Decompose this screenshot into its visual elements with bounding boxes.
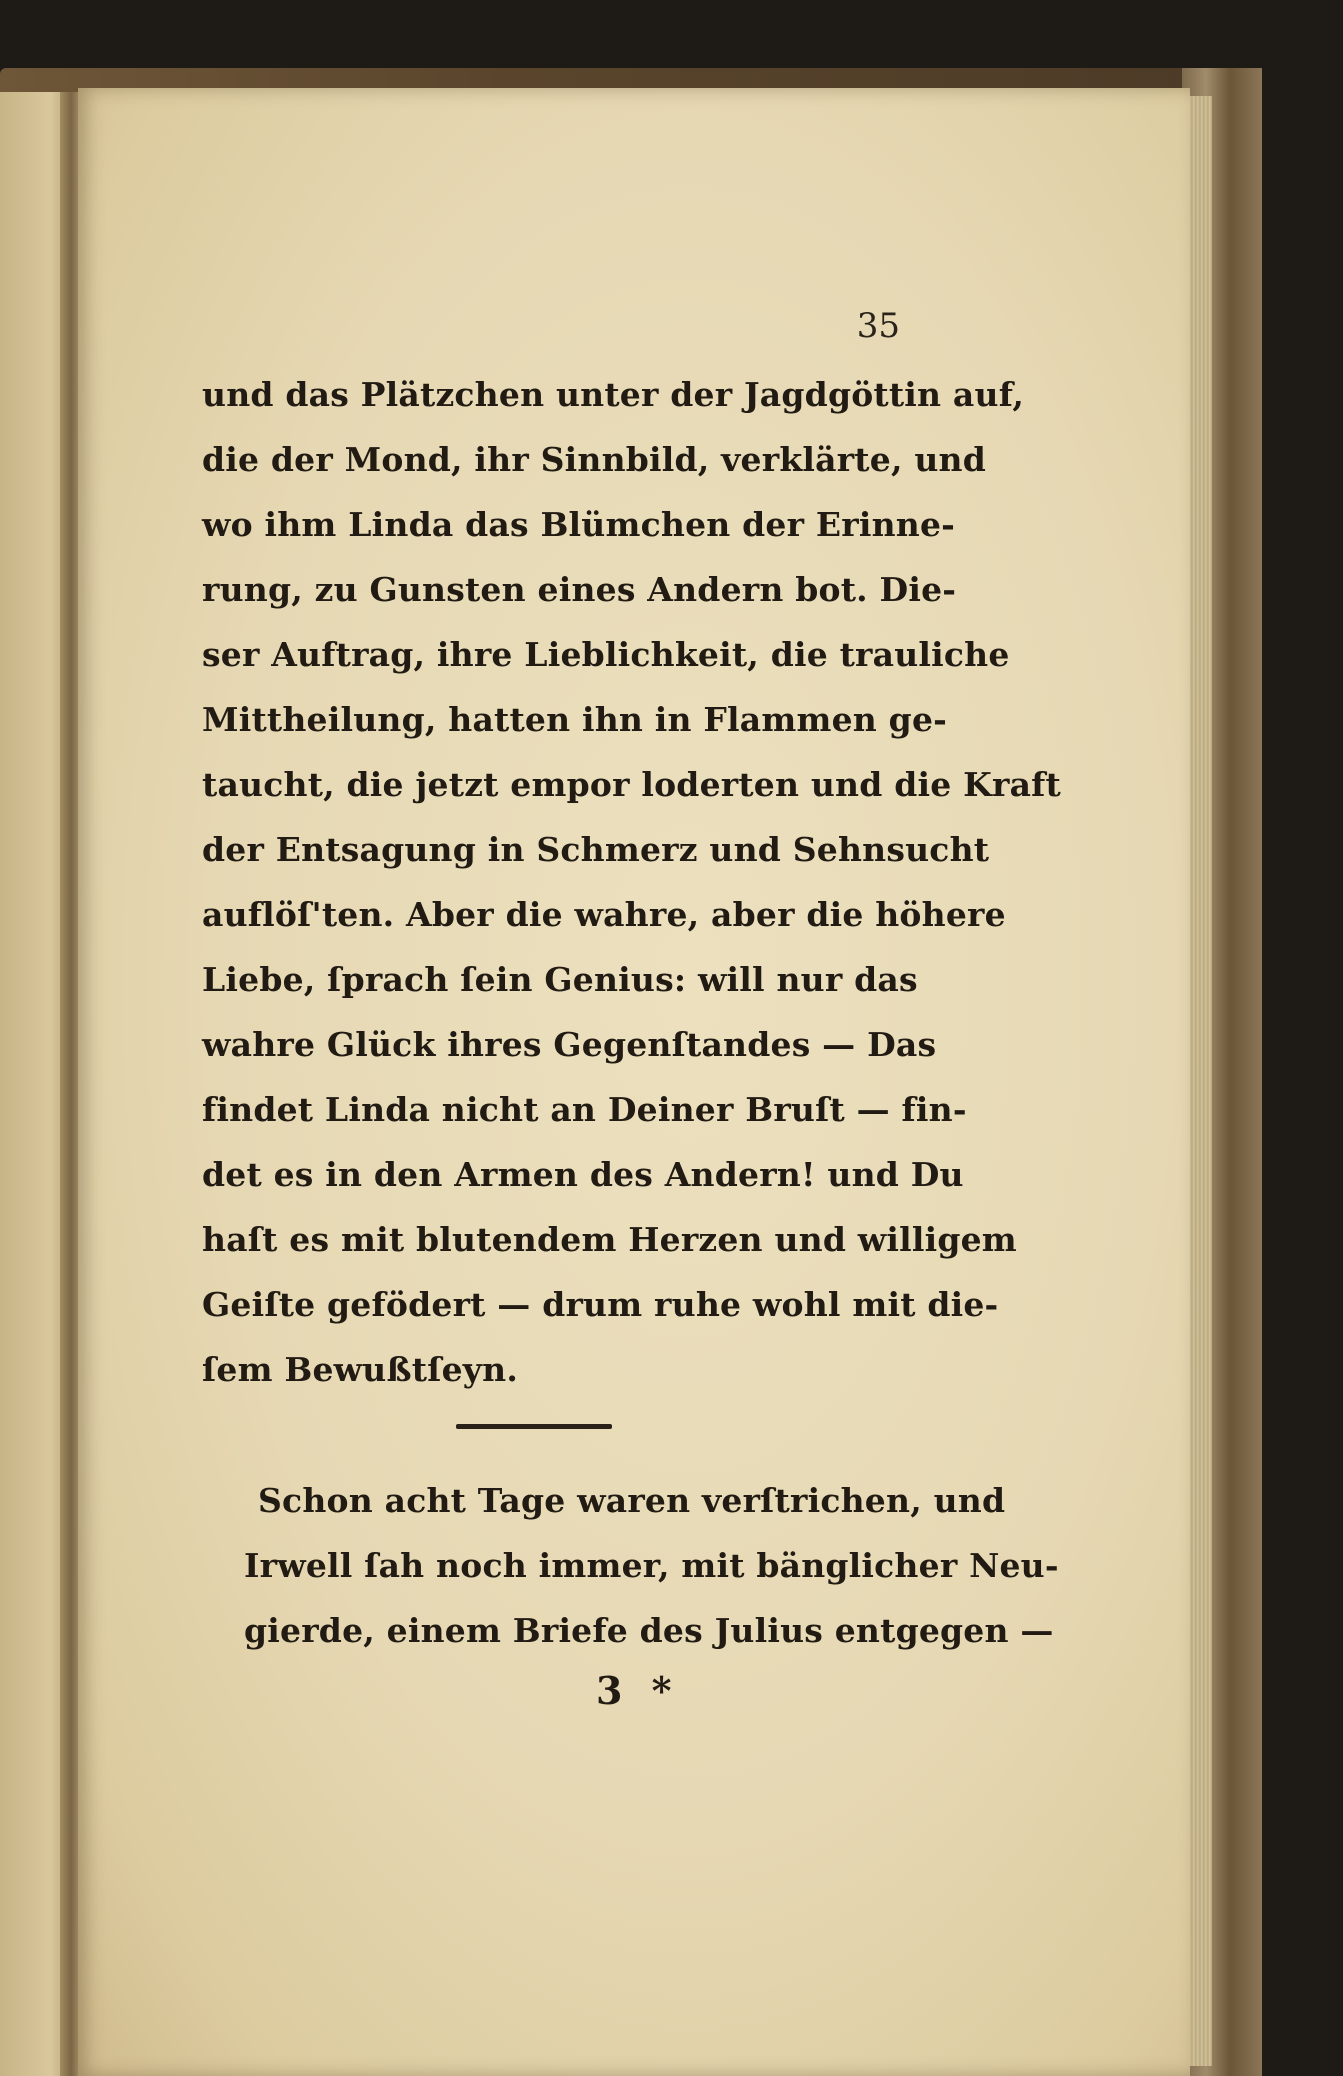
text-line: wahre Glück ihres Gegenſtandes — Das xyxy=(202,1025,937,1064)
text-line: der Entsagung in Schmerz und Sehnsucht xyxy=(202,830,990,869)
text-line: rung, zu Gunsten eines Andern bot. Die- xyxy=(202,570,957,609)
section-divider xyxy=(456,1424,612,1429)
text-line: die der Mond, ihr Sinnbild, verklärte, und xyxy=(202,440,986,479)
paragraph-1 xyxy=(202,362,1061,1402)
text-line: gierde, einem Briefe des Julius entgegen — xyxy=(244,1611,1054,1650)
printer-signature: 3 * xyxy=(596,1668,680,1713)
text-line: und das Plätzchen unter der Jagdgöttin auf, xyxy=(202,375,1025,414)
text-line: ser Auftrag, ihre Lieblichkeit, die trauliche xyxy=(202,635,1010,674)
text-line: ſem Bewußtſeyn. xyxy=(202,1350,519,1389)
text-line: det es in den Armen des Andern! und Du xyxy=(202,1155,964,1194)
text-line: taucht, die jetzt empor loderten und die Kraft xyxy=(202,765,1061,804)
text-line: Liebe, ſprach ſein Genius: will nur das xyxy=(202,960,918,999)
text-line: Mittheilung, hatten ihn in Flammen ge- xyxy=(202,700,948,739)
text-line: Irwell ſah noch immer, mit bänglicher Neu- xyxy=(244,1546,1059,1585)
page-number: 35 xyxy=(856,306,900,346)
paragraph-2 xyxy=(244,1468,1059,1663)
text-line: wo ihm Linda das Blümchen der Erinne- xyxy=(202,505,956,544)
text-line: Schon acht Tage waren verſtrichen, und xyxy=(258,1481,1006,1520)
text-line: auflöſ'ten. Aber die wahre, aber die höhere xyxy=(202,895,1006,934)
text-line: findet Linda nicht an Deiner Bruſt — fin- xyxy=(202,1090,967,1129)
text-line: Geiſte gefödert — drum ruhe wohl mit die- xyxy=(202,1285,999,1324)
text-line: haſt es mit blutendem Herzen und willigem xyxy=(202,1220,1017,1259)
